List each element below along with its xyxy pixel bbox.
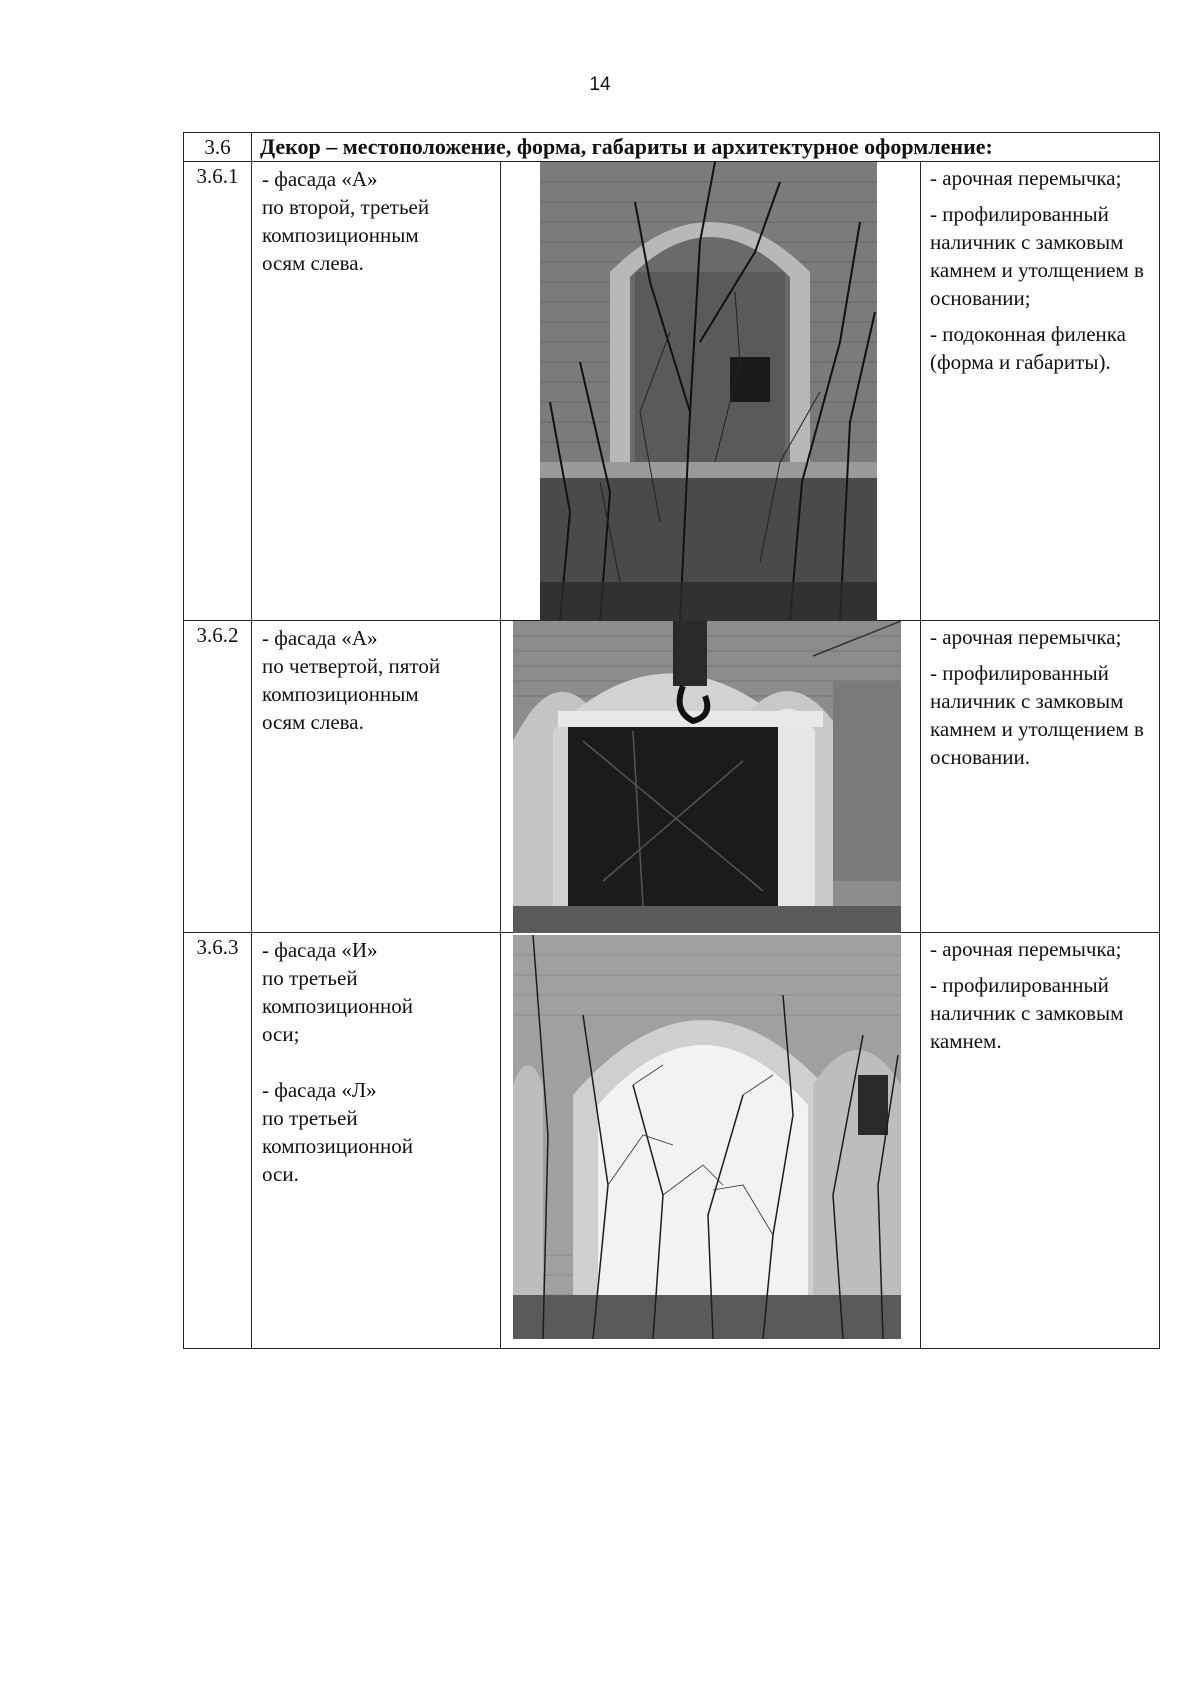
location-line: - фасада «Л» — [262, 1078, 377, 1102]
location-line: - фасада «А» — [262, 626, 378, 650]
location-cell — [252, 162, 501, 621]
feature-item: - профилированный наличник с замковым камнем. — [930, 973, 1124, 1053]
features-cell — [921, 621, 1160, 933]
location-line: оси; — [262, 1022, 300, 1046]
row-number: 3.6.1 — [184, 162, 252, 621]
photo-cell — [501, 933, 921, 1349]
section-number: 3.6 — [184, 133, 252, 162]
location-line: оси. — [262, 1162, 299, 1186]
feature-item: - подоконная филенка (форма и габариты). — [930, 322, 1126, 374]
location-cell — [252, 933, 501, 1349]
table-header-row — [184, 133, 1160, 162]
photo-cell — [501, 162, 921, 621]
location-line: по четвертой, пятой — [262, 654, 441, 678]
location-line: по второй, третьей — [262, 195, 430, 219]
page-number: 14 — [589, 74, 611, 95]
facade-photo-arch-with-trees — [513, 935, 901, 1339]
location-line: осям слева. — [262, 710, 364, 734]
location-line: по третьей — [262, 966, 358, 990]
section-title: Декор – местоположение, форма, габариты и архитектурное оформление: — [252, 133, 1160, 162]
facade-photo-gate-with-hook — [513, 621, 901, 933]
row-number: 3.6.2 — [184, 621, 252, 933]
location-line: композиционным — [262, 682, 419, 706]
facade-photo-arch-window — [540, 162, 877, 621]
row-number: 3.6.3 — [184, 933, 252, 1349]
features-cell — [921, 162, 1160, 621]
features-cell — [921, 933, 1160, 1349]
location-line: композиционной — [262, 1134, 413, 1158]
location-line: - фасада «А» — [262, 167, 378, 191]
location-line: композиционным — [262, 223, 419, 247]
photo-cell — [501, 621, 921, 933]
location-line: по третьей — [262, 1106, 358, 1130]
feature-item: - арочная перемычка; — [930, 625, 1122, 649]
location-cell — [252, 621, 501, 933]
location-line: композиционной — [262, 994, 413, 1018]
feature-item: - профилированный наличник с замковым камнем и утолщением в основании. — [930, 661, 1144, 769]
feature-item: - арочная перемычка; — [930, 937, 1122, 961]
table-row — [184, 162, 1160, 621]
feature-item: - арочная перемычка; — [930, 166, 1122, 190]
feature-item: - профилированный наличник с замковым камнем и утолщением в основании; — [930, 202, 1144, 310]
location-line: - фасада «И» — [262, 938, 378, 962]
decor-table — [183, 132, 1160, 1349]
table-row — [184, 933, 1160, 1349]
location-line: осям слева. — [262, 251, 364, 275]
table-row — [184, 621, 1160, 933]
